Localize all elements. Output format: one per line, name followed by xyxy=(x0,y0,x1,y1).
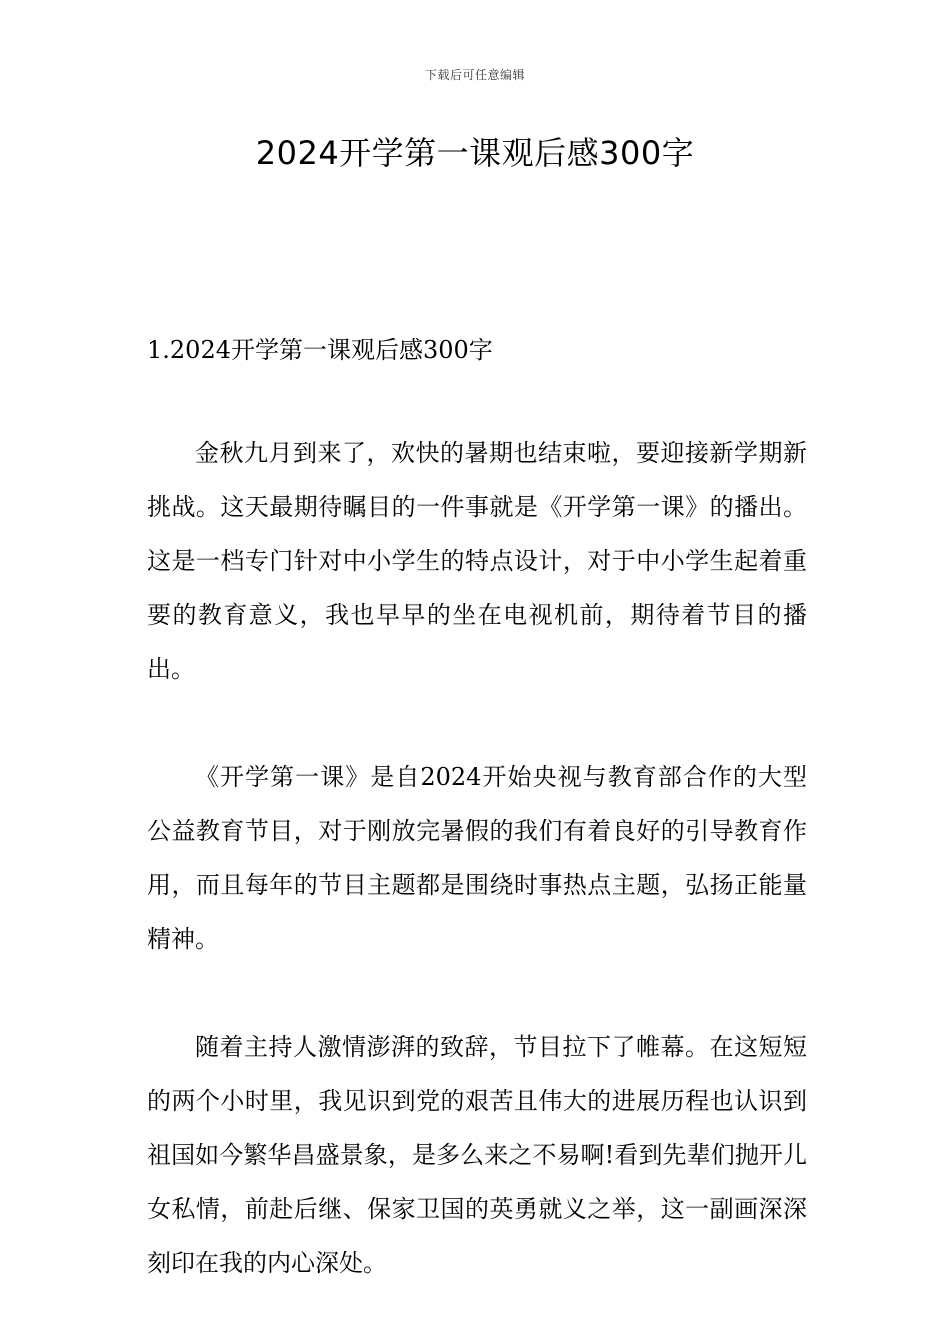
document-body xyxy=(147,332,807,1290)
section-heading: 1.2024开学第一课观后感300字 xyxy=(147,336,493,364)
header-note: 下载后可任意编辑 xyxy=(424,68,525,82)
paragraph-1: 金秋九月到来了，欢快的暑期也结束啦，要迎接新学期新挑战。这天最期待瞩目的一件事就是《开学第一课》的播出。这是一档专门针对中小学生的特点设计，对于中小学生起着重要的教育意义，我也早早的坐在电视机前，期待着节目的播出。 xyxy=(147,439,807,683)
document-title: 2024开学第一课观后感300字 xyxy=(255,134,695,172)
paragraph-2: 《开学第一课》是自2024开始央视与教育部合作的大型公益教育节目，对于刚放完暑假的我们有着良好的引导教育作用，而且每年的节目主题都是围绕时事热点主题，弘扬正能量精神。 xyxy=(147,763,807,953)
paragraph-3: 随着主持人激情澎湃的致辞，节目拉下了帷幕。在这短短的两个小时里，我见识到党的艰苦且伟大的进展历程也认识到祖国如今繁华昌盛景象，是多么来之不易啊!看到先辈们抛开儿女私情，前赴后继、保家卫国的英勇就义之举，这一副画深深刻印在我的内心深处。 xyxy=(147,1033,807,1277)
